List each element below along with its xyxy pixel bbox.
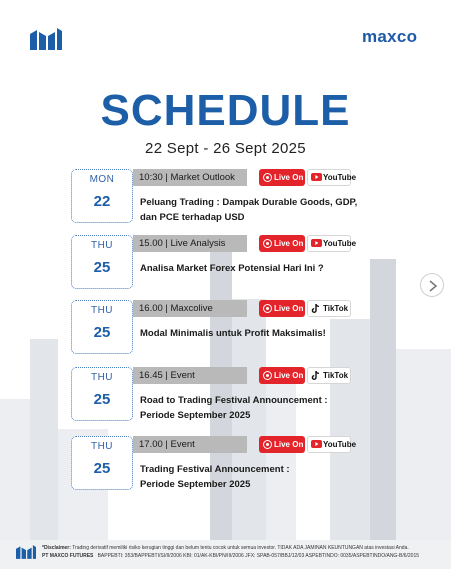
platform-label: TikTok xyxy=(323,304,349,313)
day-box xyxy=(71,367,133,421)
brand-wordmark: maxco xyxy=(362,27,418,46)
day-date: 25 xyxy=(93,460,111,477)
platform-badge xyxy=(307,169,357,186)
day-box xyxy=(71,436,133,490)
live-label: Live On xyxy=(274,173,304,182)
session-title-line: Periode September 2025 xyxy=(140,410,251,421)
session-title-line: Modal Minimalis untuk Profit Maksimalis! xyxy=(140,328,326,339)
platform-badge xyxy=(307,235,357,252)
registration-line xyxy=(42,553,419,559)
day-date: 25 xyxy=(93,259,111,276)
session-title-line: Periode September 2025 xyxy=(140,479,251,490)
session-title-line: dan PCE terhadap USD xyxy=(140,212,245,223)
session-title-line: Road to Trading Festival Announcement : xyxy=(140,395,328,406)
disclaimer-label: *Disclaimer: xyxy=(42,545,71,551)
session-title-line: Analisa Market Forex Potensial Hari Ini ? xyxy=(140,263,324,274)
live-dot-icon xyxy=(263,304,272,313)
live-on-badge xyxy=(259,436,305,453)
live-dot-icon xyxy=(263,440,272,449)
platform-badge xyxy=(307,436,357,453)
day-date: 25 xyxy=(93,324,111,341)
live-dot-icon xyxy=(263,173,272,182)
session-title xyxy=(140,462,380,492)
platform-label: YouTube xyxy=(323,440,357,449)
day-name: THU xyxy=(90,372,114,383)
page-title: SCHEDULE xyxy=(100,86,351,135)
company-name: PT MAXCO FUTURES xyxy=(42,553,94,559)
disclaimer xyxy=(42,545,409,551)
day-name: THU xyxy=(90,441,114,452)
next-slide-button[interactable] xyxy=(420,273,444,297)
live-on-badge xyxy=(259,300,305,317)
footer-logo-icon xyxy=(16,545,36,564)
day-name: THU xyxy=(90,240,114,251)
registration-numbers: BAPPEBTI: 353/BAPPEBTI/SI/II/2006 KBI: 01/AK-KBI/PN/III/2006 JFX: SPAB-057/BBJ/12/03 ASPEBTINDO: 0035/ASPEBTINDO/ANG-B/6/2015 xyxy=(97,553,420,559)
live-on-badge xyxy=(259,169,305,186)
disclaimer-text: Trading derivatif memiliki risiko kerugian tinggi dan belum tentu cocok untuk semua investor. TIDAK ADA JAMINAN KEUNTUNGAN atas investasi Anda. xyxy=(72,545,409,551)
platform-label: TikTok xyxy=(323,371,349,380)
time-topic: 15.00 | Live Analysis xyxy=(133,235,247,252)
session-title xyxy=(140,195,380,225)
live-on-badge xyxy=(259,367,305,384)
platform-badge xyxy=(307,300,351,317)
day-box xyxy=(71,235,133,289)
time-topic: 17.00 | Event xyxy=(133,436,247,453)
date-range: 22 Sept - 26 Sept 2025 xyxy=(145,140,306,157)
day-date: 25 xyxy=(93,391,111,408)
time-topic: 16.45 | Event xyxy=(133,367,247,384)
live-label: Live On xyxy=(274,239,304,248)
time-topic: 10:30 | Market Outlook xyxy=(133,169,247,186)
day-date: 22 xyxy=(93,193,111,210)
platform-label: YouTube xyxy=(323,173,357,182)
live-label: Live On xyxy=(274,304,304,313)
session-title xyxy=(140,393,380,423)
platform-badge xyxy=(307,367,351,384)
day-name: MON xyxy=(89,174,115,185)
time-topic: 16.00 | Maxcolive xyxy=(133,300,247,317)
live-on-badge xyxy=(259,235,305,252)
platform-label: YouTube xyxy=(323,239,357,248)
day-name: THU xyxy=(90,305,114,316)
live-label: Live On xyxy=(274,440,304,449)
session-title xyxy=(140,261,380,276)
day-box xyxy=(71,300,133,354)
maxco-logo-icon xyxy=(30,28,62,50)
chevron-right-icon xyxy=(428,280,438,292)
session-title-line: Trading Festival Announcement : xyxy=(140,464,290,475)
day-box xyxy=(71,169,133,223)
live-label: Live On xyxy=(274,371,304,380)
live-dot-icon xyxy=(263,239,272,248)
session-title xyxy=(140,326,380,341)
live-dot-icon xyxy=(263,371,272,380)
session-title-line: Peluang Trading : Dampak Durable Goods, GDP, xyxy=(140,197,358,208)
skyline-background xyxy=(0,229,451,549)
